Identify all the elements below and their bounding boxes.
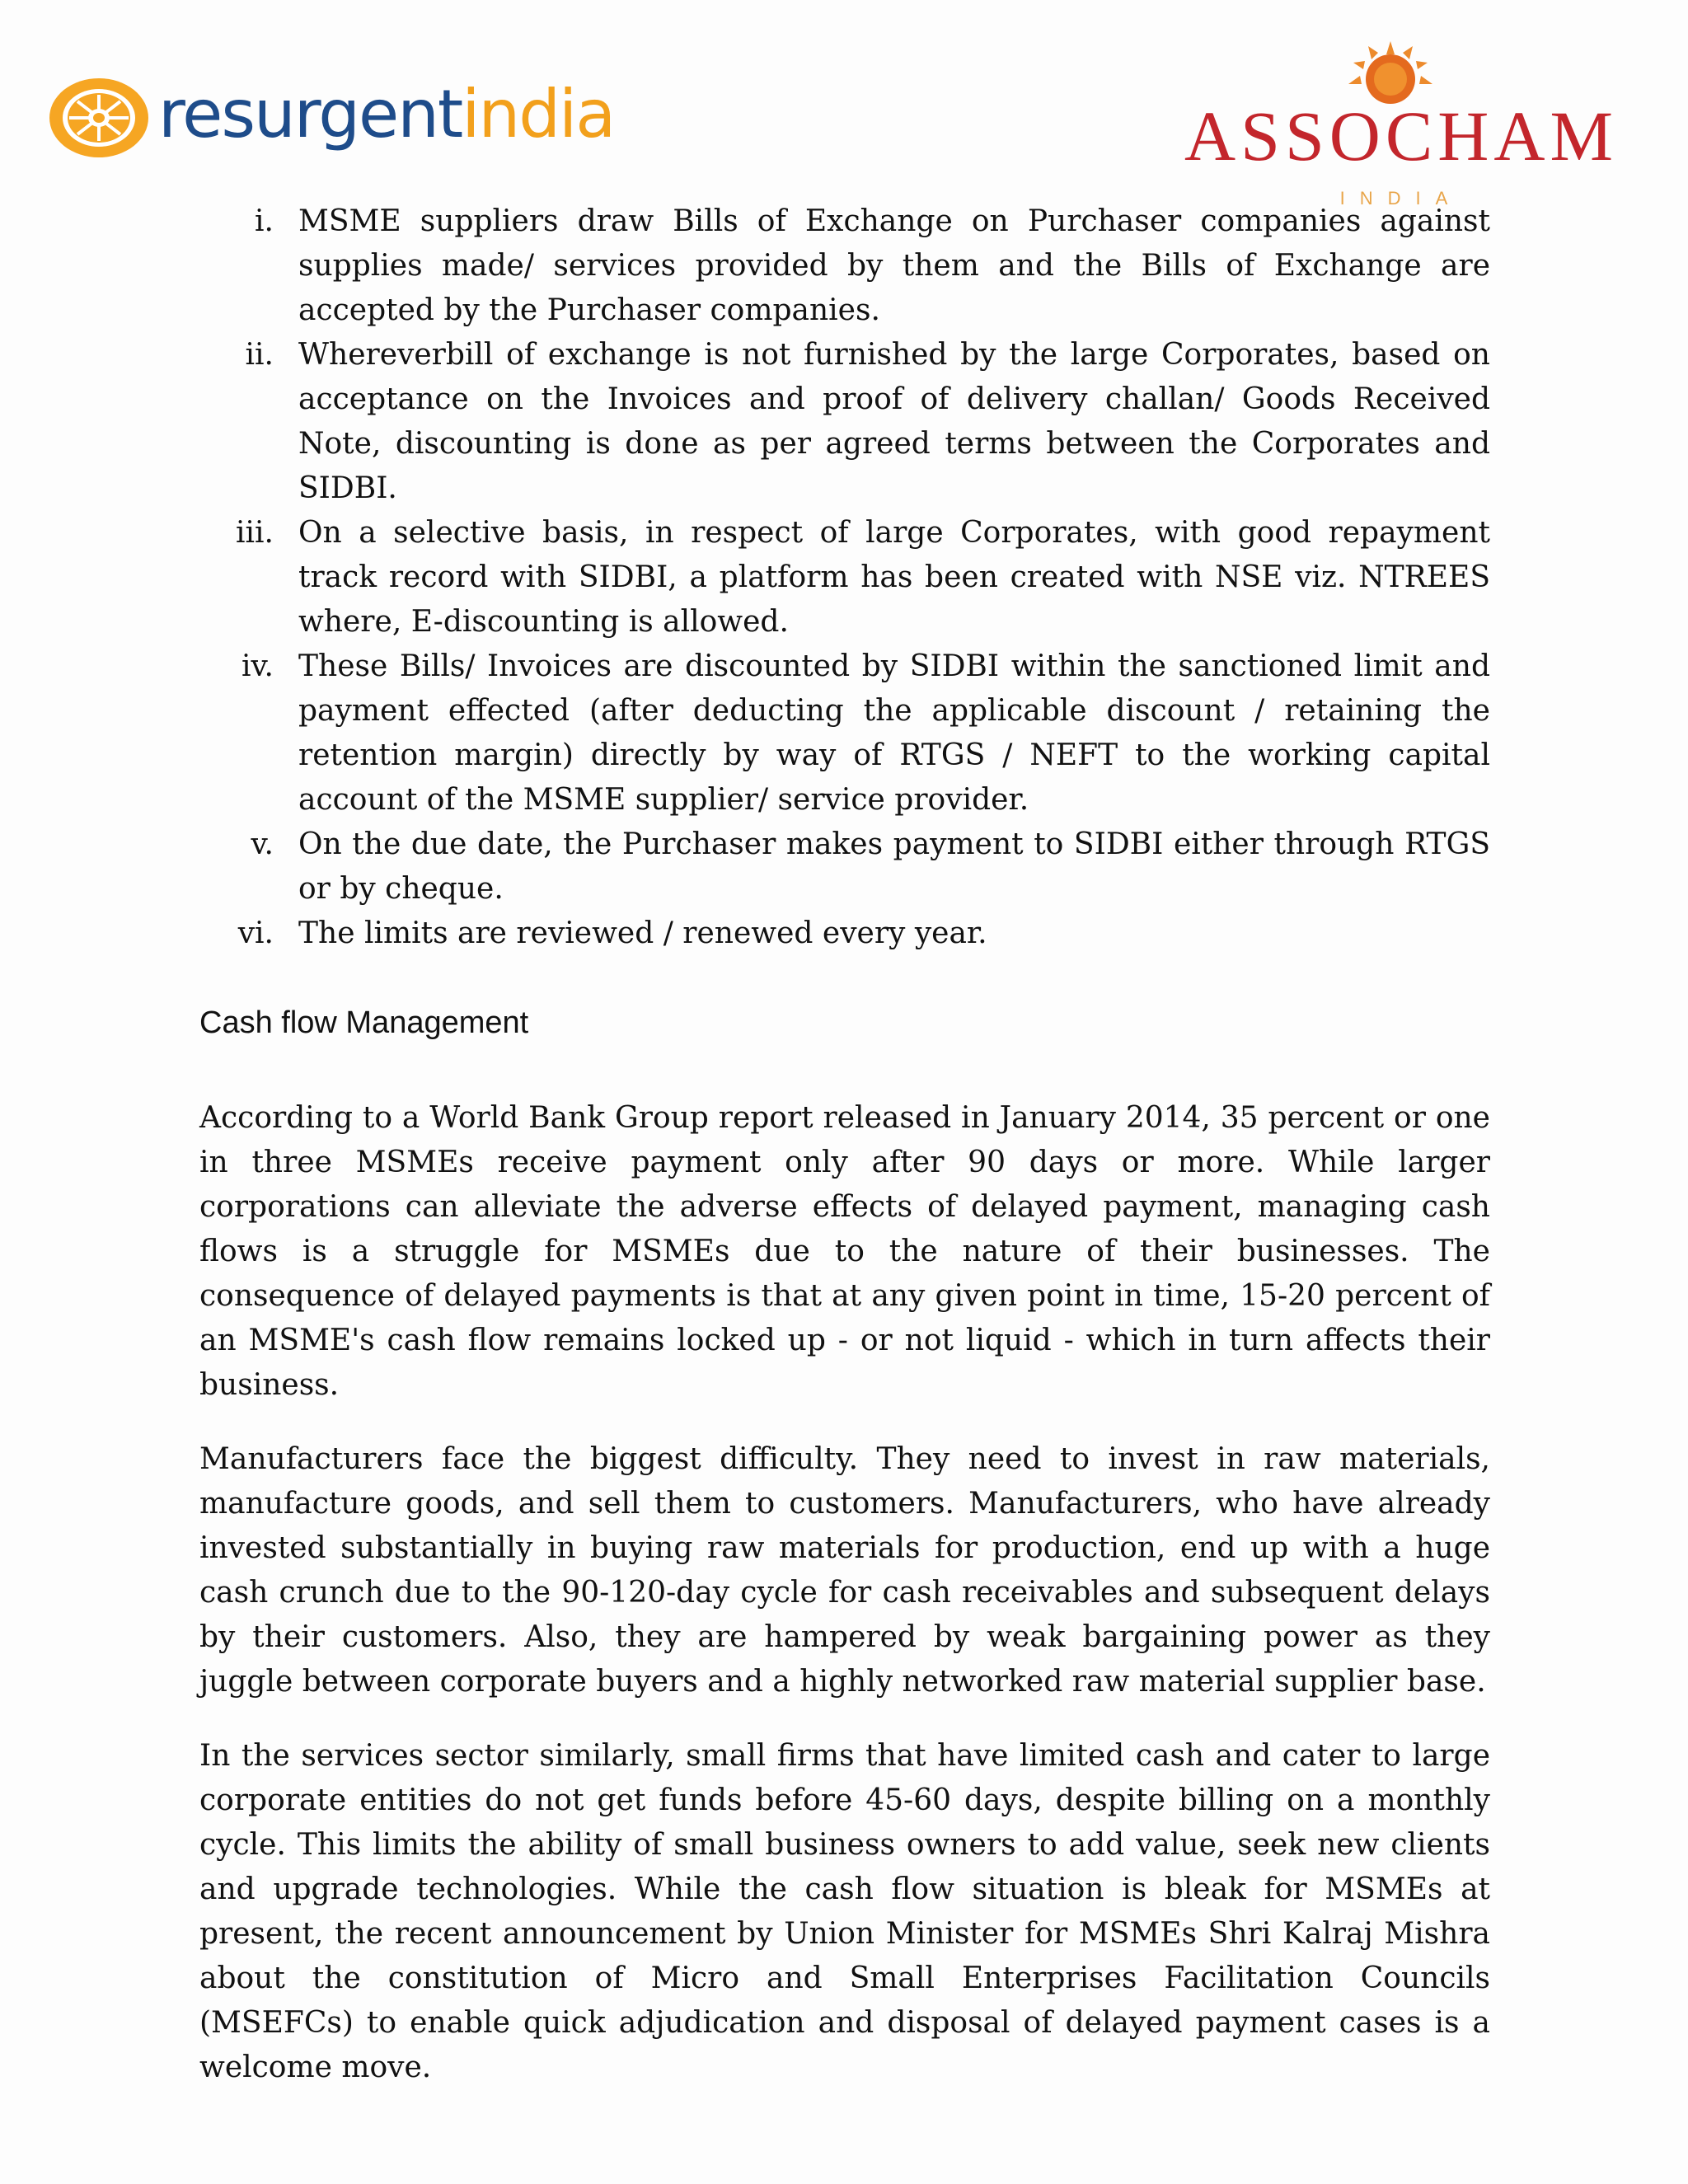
page-header bbox=[0, 0, 1688, 209]
list-item bbox=[199, 644, 1490, 823]
list-item-number: i. bbox=[255, 204, 274, 238]
list-item bbox=[199, 333, 1490, 511]
list-item-text: These Bills/ Invoices are discounted by SIDBI within the sanctioned limit and payment effected (after deducting the applicable discount / retaining the retention margin) directly by way of RTGS / NEFT to the working capital account of the MSME supplier/ service provider. bbox=[298, 649, 1490, 817]
list-item-number: iv. bbox=[241, 649, 274, 683]
numbered-list bbox=[199, 199, 1490, 956]
list-item-number: v. bbox=[251, 827, 274, 861]
paragraph: In the services sector similarly, small firms that have limited cash and cater to large corporate entities do not get funds before 45-60 days, despite billing on a monthly cycle. This limits the ability of small business owners to add value, seek new clients and upgrade technologies. While the cash flow situation is bleak for MSMEs at present, the recent announcement by Union Minister for MSMEs Shri Kalraj Mishra about the constitution of Micro and Small Enterprises Facilitation Councils (MSEFCs) to enable quick adjudication and disposal of delayed payment cases is a welcome move. bbox=[199, 1739, 1490, 2084]
assocham-logo bbox=[1170, 41, 1632, 209]
paragraph: According to a World Bank Group report released in January 2014, 35 percent or one in three MSMEs receive payment only after 90 days or more. While larger corporations can alleviate the adverse effects of delayed payment, managing cash flows is a struggle for MSMEs due to the nature of their businesses. The consequence of delayed payments is that at any given point in time, 15-20 percent of an MSME's cash flow remains locked up - or not liquid - which in turn affects their business. bbox=[199, 1101, 1490, 1402]
list-item bbox=[199, 511, 1490, 644]
list-item-text: On the due date, the Purchaser makes payment to SIDBI either through RTGS or by cheque. bbox=[298, 827, 1490, 906]
list-item bbox=[199, 199, 1490, 333]
list-item-number: vi. bbox=[237, 916, 274, 950]
wheel-emblem-icon bbox=[48, 77, 150, 159]
list-item-number: iii. bbox=[236, 516, 274, 550]
assocham-name: ASSOCHAM bbox=[1184, 96, 1618, 176]
list-item bbox=[199, 823, 1490, 912]
section-heading: Cash flow Management bbox=[199, 1005, 529, 1040]
list-item-text: The limits are reviewed / renewed every year. bbox=[298, 916, 987, 950]
list-item bbox=[199, 912, 1490, 956]
resurgent-india-wordmark bbox=[158, 76, 615, 152]
list-item-number: ii. bbox=[245, 338, 274, 372]
document-body bbox=[199, 199, 1490, 2120]
logo-text-india: india bbox=[462, 76, 615, 152]
list-item-text: Whereverbill of exchange is not furnished by the large Corporates, based on acceptance on the Invoices and proof of delivery challan/ Goods Received Note, discounting is done as per agreed terms between the Corporates and SIDBI. bbox=[298, 338, 1490, 505]
list-item-text: On a selective basis, in respect of large Corporates, with good repayment track record with SIDBI, a platform has been created with NSE viz. NTREES where, E-discounting is allowed. bbox=[298, 516, 1490, 639]
list-item-text: MSME suppliers draw Bills of Exchange on Purchaser companies against supplies made/ services provided by them and the Bills of Exchange are accepted by the Purchaser companies. bbox=[298, 204, 1490, 327]
resurgent-india-logo bbox=[48, 73, 614, 163]
paragraph: Manufacturers face the biggest difficulty. They need to invest in raw materials, manufacture goods, and sell them to customers. Manufacturers, who have already invested substantially in buying raw materials for production, end up with a huge cash crunch due to the 90-120-day cycle for cash receivables and subsequent delays by their customers. Also, they are hampered by weak bargaining power as they juggle between corporate buyers and a highly networked raw material supplier base. bbox=[199, 1442, 1490, 1699]
assocham-sub: INDIA bbox=[1339, 188, 1463, 209]
logo-text-resurgent: resurgent bbox=[158, 76, 462, 152]
